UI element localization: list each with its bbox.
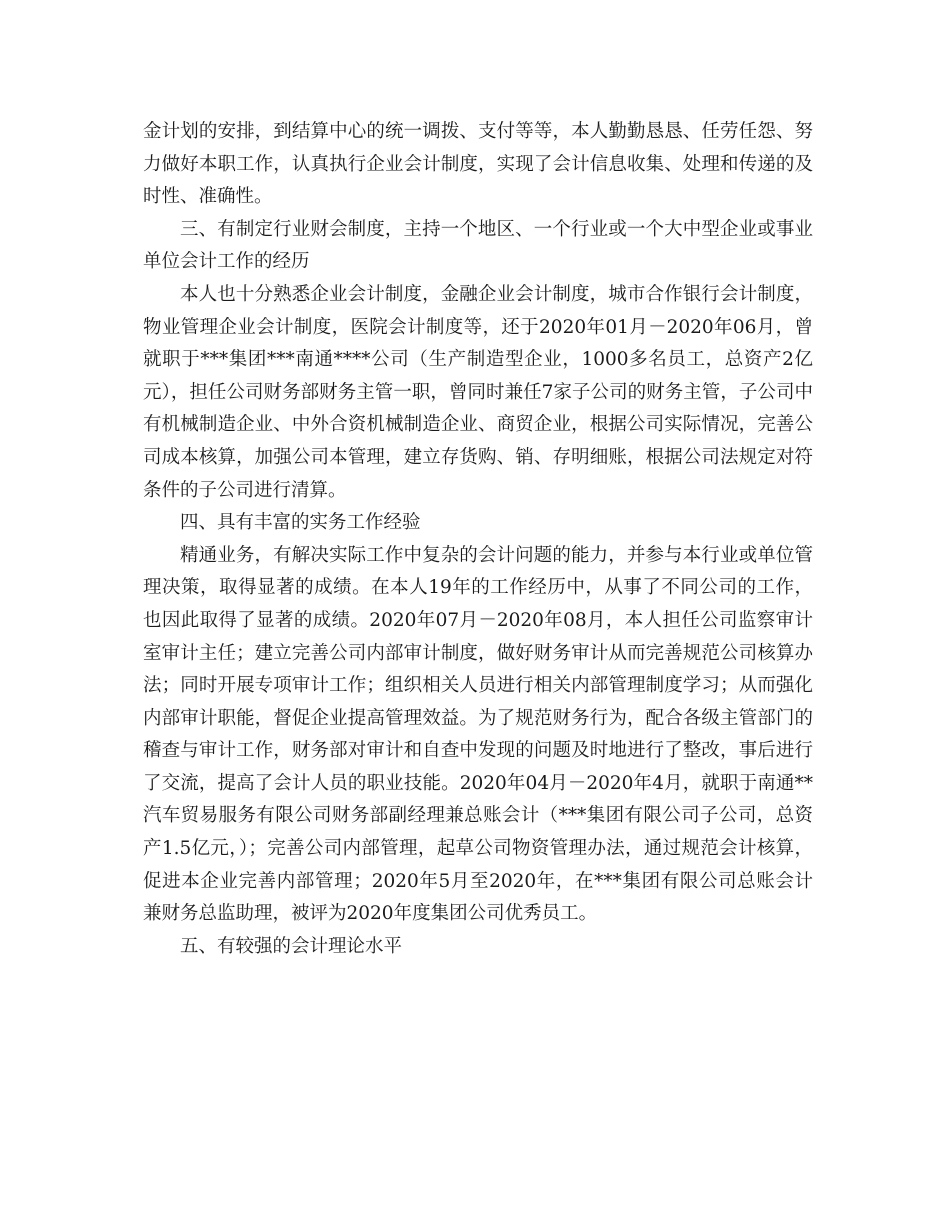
section-heading-4: 四、具有丰富的实务工作经验 [180, 512, 421, 534]
paragraph-continued: 金计划的安排，到结算中心的统一调拨、支付等等，本人勤勤恳恳、任劳任怨、努力做好本职工作，认真执行企业会计制度，实现了会计信息收集、处理和传递的及时性、准确性。 [143, 121, 813, 208]
document-body [143, 116, 813, 963]
paragraph-section-3: 本人也十分熟悉企业会计制度，金融企业会计制度，城市合作银行会计制度，物业管理企业会计制度，医院会计制度等，还于2020年01月－2020年06月，曾就职于***集团***南通****公司（生产制造型企业，1000多名员工，总资产2亿元），担任公司财务部财务主管一职，曾同时兼任7家子公司的财务主管，子公司中有机械制造企业、中外合资机械制造企业、商贸企业，根据公司实际情况，完善公司成本核算，加强公司本管理，建立存货购、销、存明细账，根据公司法规定对符条件的子公司进行清算。 [143, 283, 813, 501]
section-heading-5: 五、有较强的会计理论水平 [180, 935, 403, 957]
paragraph-section-4: 精通业务，有解决实际工作中复杂的会计问题的能力，并参与本行业或单位管理决策，取得显著的成绩。在本人19年的工作经历中，从事了不同公司的工作，也因此取得了显著的成绩。2020年07月－2020年08月，本人担任公司监察审计室审计主任；建立完善公司内部审计制度，做好财务审计从而完善规范公司核算办法；同时开展专项审计工作；组织相关人员进行相关内部管理制度学习；从而强化内部审计职能，督促企业提高管理效益。为了规范财务行为，配合各级主管部门的稽查与审计工作，财务部对审计和自查中发现的问题及时地进行了整改，事后进行了交流，提高了会计人员的职业技能。2020年04月－2020年4月，就职于南通**汽车贸易服务有限公司财务部副经理兼总账会计（***集团有限公司子公司，总资产1.5亿元，）；完善公司内部管理，起草公司物资管理办法，通过规范会计核算，促进本企业完善内部管理；2020年5月至2020年，在***集团有限公司总账会计兼财务总监助理，被评为2020年度集团公司优秀员工。 [143, 544, 813, 925]
section-heading-3: 三、有制定行业财会制度，主持一个地区、一个行业或一个大中型企业或事业单位会计工作的经历 [143, 218, 813, 273]
